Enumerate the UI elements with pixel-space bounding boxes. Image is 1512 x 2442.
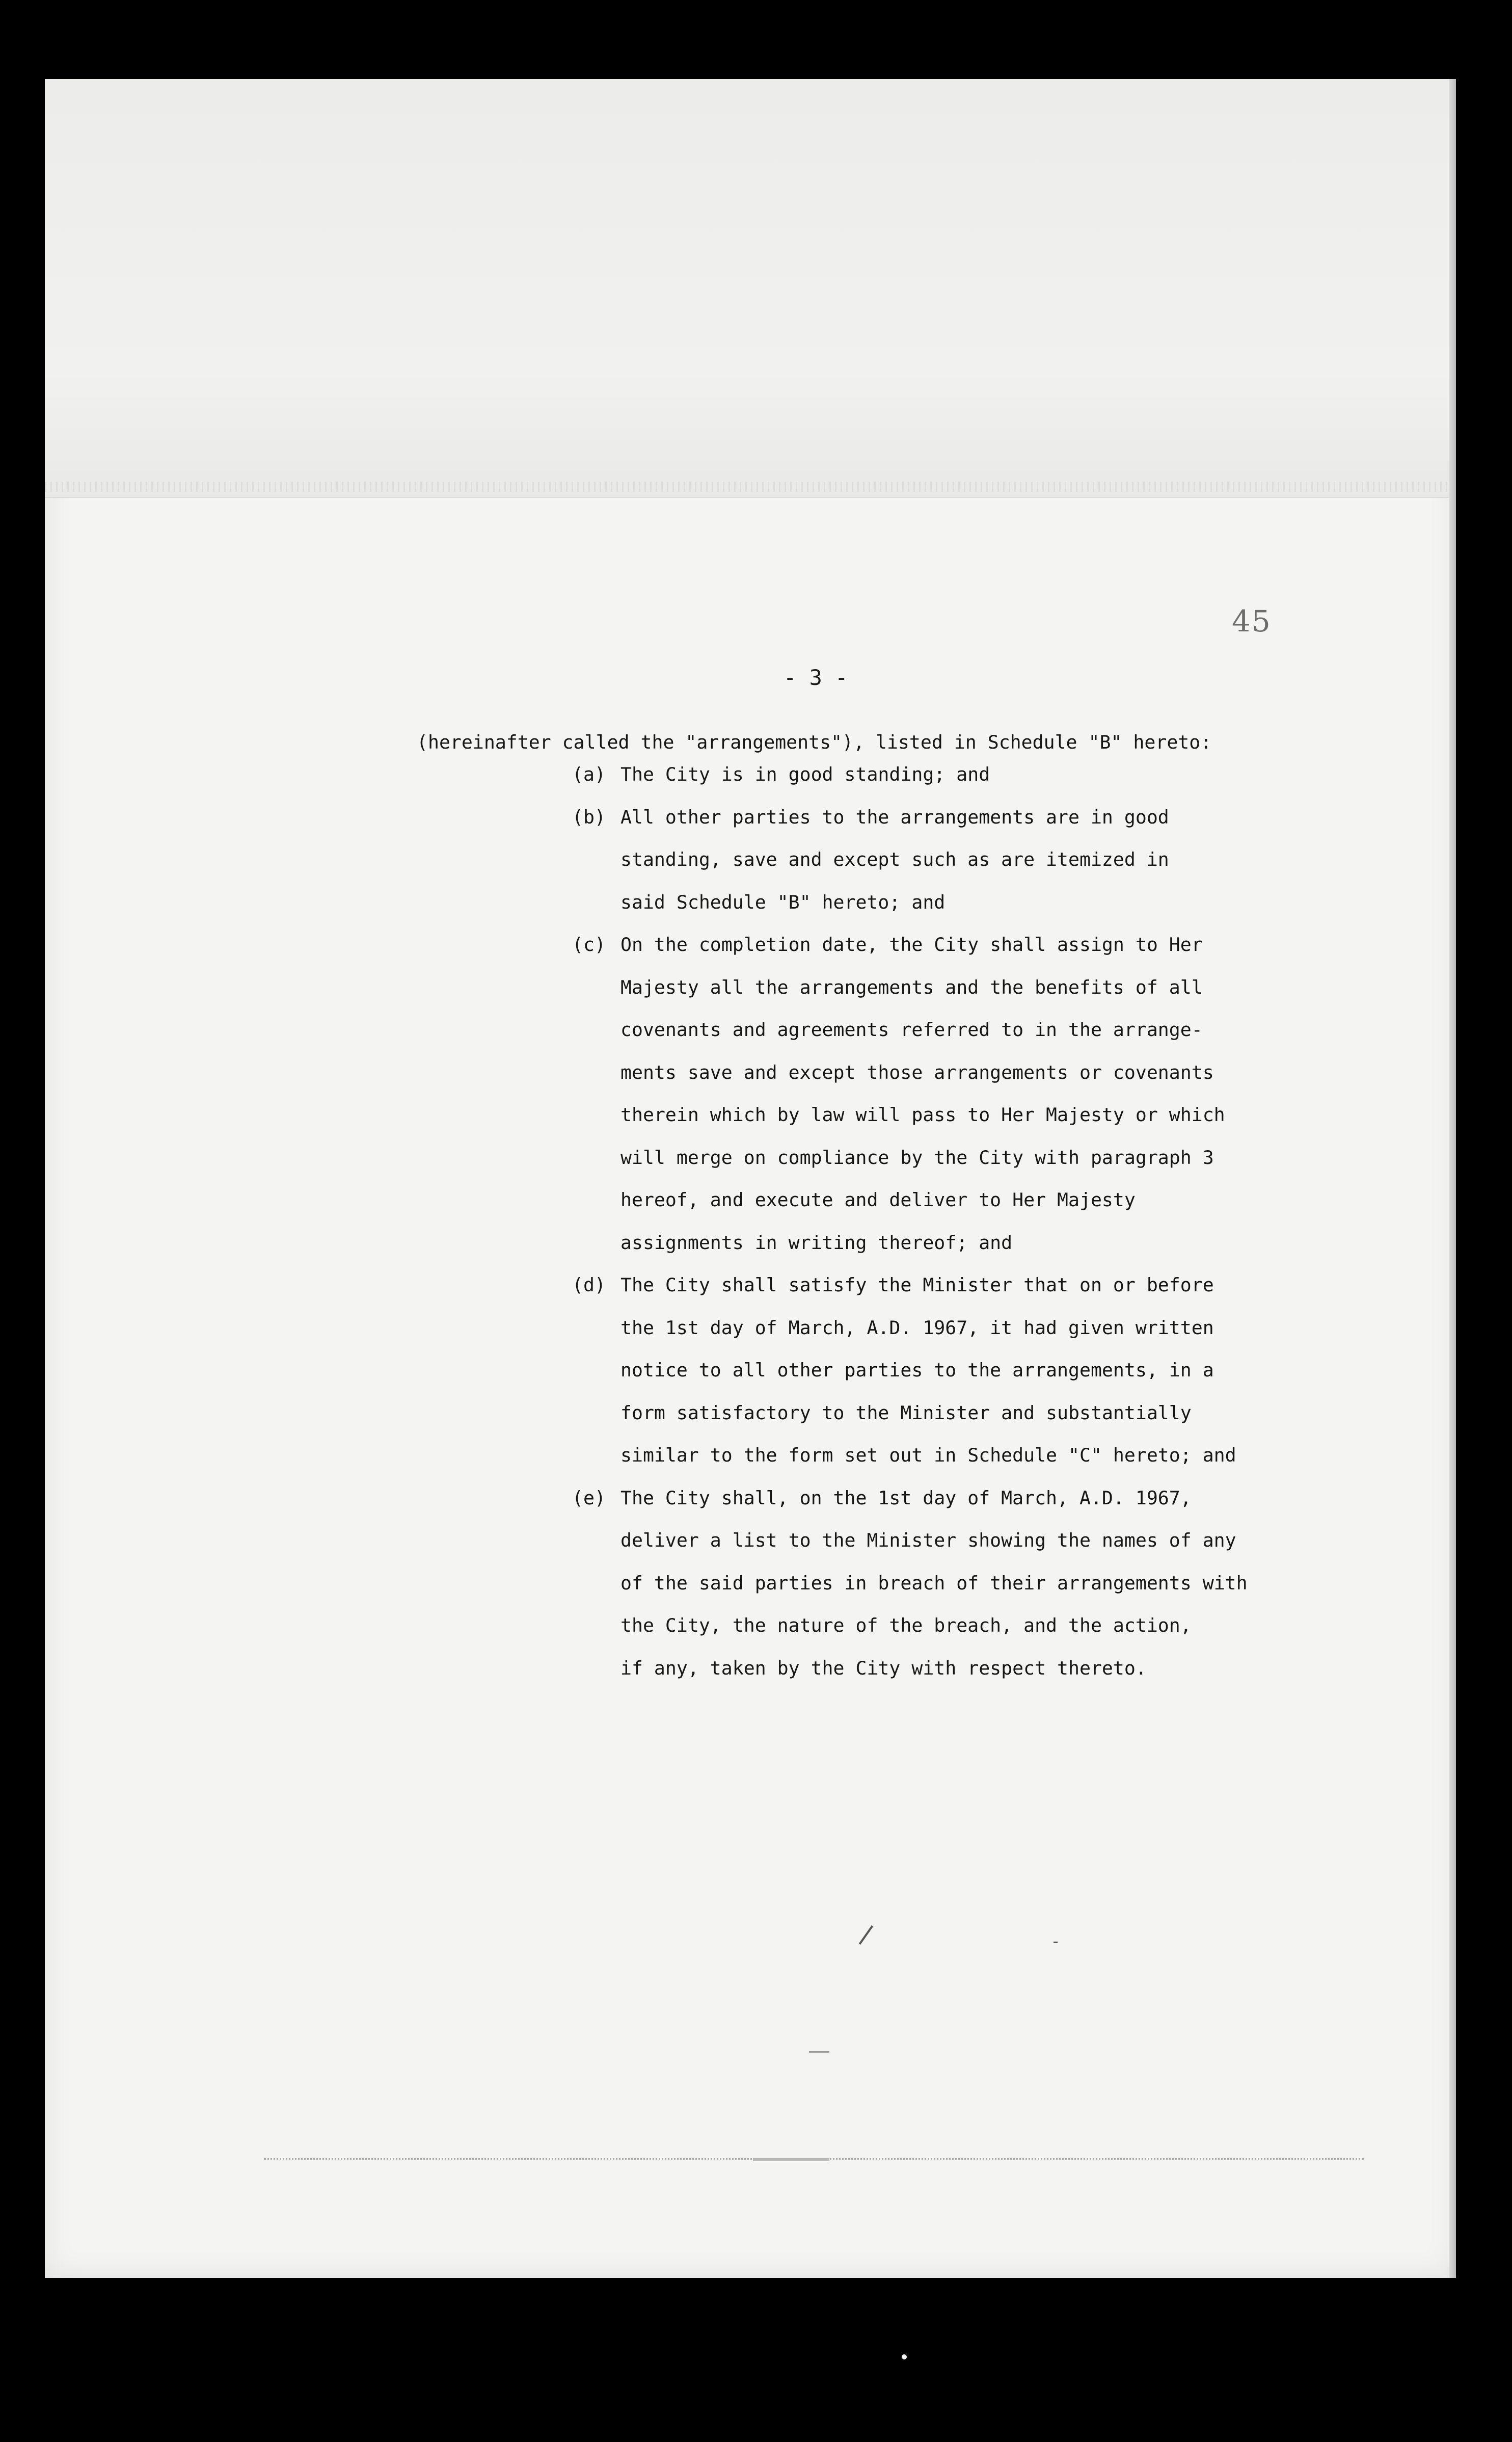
item-label: (c) <box>572 934 606 955</box>
overlay-strip <box>45 79 1456 498</box>
item-text-line: The City shall satisfy the Minister that on or before <box>620 1274 1214 1296</box>
item-text-line: Majesty all the arrangements and the benefits of all <box>620 976 1203 998</box>
item-label: (e) <box>572 1487 606 1509</box>
item-text-line: said Schedule "B" hereto; and <box>620 891 946 913</box>
item-text-line: deliver a list to the Minister showing the names of any <box>620 1529 1236 1551</box>
item-text-line: All other parties to the arrangements are in good <box>620 806 1169 828</box>
item-text-line: similar to the form set out in Schedule "C" hereto; and <box>620 1444 1236 1466</box>
document-page <box>45 79 1456 2278</box>
item-text-line: hereof, and execute and deliver to Her Majesty <box>620 1189 1136 1211</box>
stray-mark <box>809 2051 829 2053</box>
item-label: (d) <box>572 1274 606 1296</box>
item-text-line: standing, save and except such as are itemized in <box>620 848 1169 870</box>
item-text-line: The City is in good standing; and <box>620 763 990 785</box>
stray-mark <box>1054 1942 1058 1943</box>
item-text-line: On the completion date, the City shall assign to Her <box>620 934 1203 955</box>
intro-line: (hereinafter called the "arrangements"), listed in Schedule "B" hereto: <box>417 731 1212 753</box>
item-text-line: notice to all other parties to the arrangements, in a <box>620 1359 1214 1381</box>
strip-edge-noise <box>45 482 1456 492</box>
item-text-line: if any, taken by the City with respect thereto. <box>620 1657 1147 1679</box>
stray-mark <box>753 2158 829 2161</box>
item-text-line: form satisfactory to the Minister and substantially <box>620 1401 1192 1424</box>
item-text-line: The City shall, on the 1st day of March, A.D. 1967, <box>620 1487 1192 1509</box>
item-text-line: the City, the nature of the breach, and the action, <box>620 1614 1192 1636</box>
item-label: (a) <box>572 763 606 785</box>
item-text-line: the 1st day of March, A.D. 1967, it had given written <box>620 1316 1214 1339</box>
page-right-edge <box>1449 79 1456 2278</box>
page-stamp-number: 45 <box>1232 604 1272 639</box>
page-number: - 3 - <box>784 665 848 690</box>
item-text-line: will merge on compliance by the City with paragraph 3 <box>620 1146 1214 1169</box>
item-text-line: ments save and except those arrangements or covenants <box>620 1061 1214 1083</box>
stray-mark <box>859 1925 874 1945</box>
item-text-line: of the said parties in breach of their arrangements with <box>620 1572 1248 1594</box>
item-text-line: assignments in writing thereof; and <box>620 1231 1013 1254</box>
film-dot <box>902 2354 907 2359</box>
item-label: (b) <box>572 806 606 828</box>
item-text-line: therein which by law will pass to Her Majesty or which <box>620 1104 1225 1126</box>
item-text-line: covenants and agreements referred to in the arrange- <box>620 1019 1203 1041</box>
